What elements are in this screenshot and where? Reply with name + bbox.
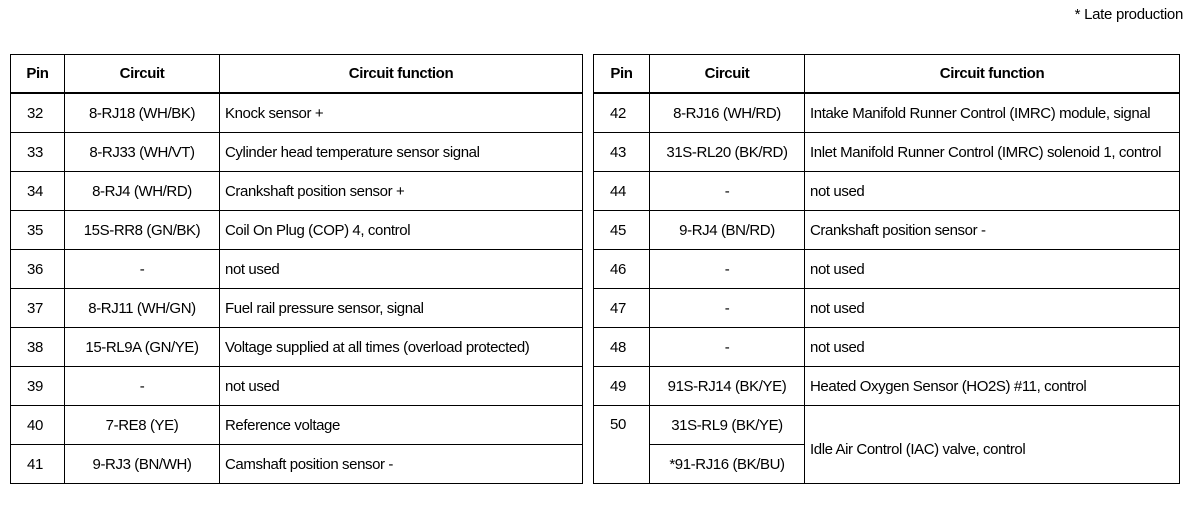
circuit-cell: 9-RJ3 (BN/WH) xyxy=(65,445,220,484)
circuit-cell: 31S-RL20 (BK/RD) xyxy=(650,133,805,172)
function-cell: Camshaft position sensor - xyxy=(220,445,583,484)
circuit-cell: 31S-RL9 (BK/YE) xyxy=(650,406,805,445)
circuit-cell: - xyxy=(65,250,220,289)
pinout-table-left xyxy=(10,54,583,484)
circuit-cell: - xyxy=(650,289,805,328)
pin-cell: 41 xyxy=(11,445,65,484)
circuit-cell-alt: *91-RJ16 (BK/BU) xyxy=(650,445,805,484)
pin-cell: 47 xyxy=(594,289,650,328)
circuit-cell: - xyxy=(650,250,805,289)
function-cell: Inlet Manifold Runner Control (IMRC) solenoid 1, control xyxy=(805,133,1180,172)
table-row xyxy=(594,328,1180,367)
pin-cell: 46 xyxy=(594,250,650,289)
circuit-cell: 8-RJ18 (WH/BK) xyxy=(65,93,220,133)
pin-cell: 42 xyxy=(594,93,650,133)
pin-cell: 38 xyxy=(11,328,65,367)
pin-cell: 50 xyxy=(594,406,650,484)
table-row xyxy=(594,133,1180,172)
circuit-cell: - xyxy=(65,367,220,406)
table-row xyxy=(11,172,583,211)
circuit-cell: - xyxy=(650,328,805,367)
function-cell: not used xyxy=(805,328,1180,367)
circuit-function-column-header: Circuit function xyxy=(220,55,583,94)
pinout-table-right xyxy=(593,54,1180,484)
pin-cell: 45 xyxy=(594,211,650,250)
function-cell: not used xyxy=(805,172,1180,211)
circuit-cell: 91S-RJ14 (BK/YE) xyxy=(650,367,805,406)
circuit-cell: 8-RJ4 (WH/RD) xyxy=(65,172,220,211)
circuit-cell: 8-RJ11 (WH/GN) xyxy=(65,289,220,328)
pin-cell: 48 xyxy=(594,328,650,367)
pin-column-header: Pin xyxy=(11,55,65,94)
function-cell: Cylinder head temperature sensor signal xyxy=(220,133,583,172)
pin-cell: 43 xyxy=(594,133,650,172)
table-row xyxy=(11,406,583,445)
circuit-cell: 8-RJ16 (WH/RD) xyxy=(650,93,805,133)
function-cell: not used xyxy=(220,250,583,289)
late-production-note: * Late production xyxy=(1074,6,1183,23)
pin-cell: 44 xyxy=(594,172,650,211)
circuit-cell: 9-RJ4 (BN/RD) xyxy=(650,211,805,250)
table-row xyxy=(594,250,1180,289)
pin-cell: 39 xyxy=(11,367,65,406)
table-header-row xyxy=(11,55,583,94)
pin-cell: 49 xyxy=(594,367,650,406)
function-cell: Coil On Plug (COP) 4, control xyxy=(220,211,583,250)
function-cell: Fuel rail pressure sensor, signal xyxy=(220,289,583,328)
table-row xyxy=(11,445,583,484)
circuit-column-header: Circuit xyxy=(65,55,220,94)
table-row xyxy=(11,133,583,172)
table-row xyxy=(11,93,583,133)
function-cell: not used xyxy=(220,367,583,406)
circuit-cell: 7-RE8 (YE) xyxy=(65,406,220,445)
table-row xyxy=(11,211,583,250)
table-row xyxy=(594,289,1180,328)
pin-cell: 32 xyxy=(11,93,65,133)
function-cell: Crankshaft position sensor - xyxy=(805,211,1180,250)
circuit-cell: - xyxy=(650,172,805,211)
circuit-cell: 8-RJ33 (WH/VT) xyxy=(65,133,220,172)
function-cell: Voltage supplied at all times (overload protected) xyxy=(220,328,583,367)
pin-cell: 40 xyxy=(11,406,65,445)
function-cell: Crankshaft position sensor + xyxy=(220,172,583,211)
table-row xyxy=(594,367,1180,406)
pin-cell: 36 xyxy=(11,250,65,289)
pin-cell: 33 xyxy=(11,133,65,172)
circuit-column-header: Circuit xyxy=(650,55,805,94)
function-cell: not used xyxy=(805,250,1180,289)
table-row xyxy=(11,289,583,328)
circuit-cell: 15-RL9A (GN/YE) xyxy=(65,328,220,367)
table-row xyxy=(11,250,583,289)
table-row xyxy=(594,172,1180,211)
table-row xyxy=(11,328,583,367)
pin-cell: 35 xyxy=(11,211,65,250)
function-cell: Idle Air Control (IAC) valve, control xyxy=(805,406,1180,484)
circuit-function-column-header: Circuit function xyxy=(805,55,1180,94)
pin-column-header: Pin xyxy=(594,55,650,94)
table-row xyxy=(594,93,1180,133)
circuit-cell: 15S-RR8 (GN/BK) xyxy=(65,211,220,250)
table-row xyxy=(594,406,1180,445)
pin-cell: 34 xyxy=(11,172,65,211)
table-row xyxy=(11,367,583,406)
table-header-row xyxy=(594,55,1180,94)
pin-cell: 37 xyxy=(11,289,65,328)
function-cell: Heated Oxygen Sensor (HO2S) #11, control xyxy=(805,367,1180,406)
function-cell: Intake Manifold Runner Control (IMRC) module, signal xyxy=(805,93,1180,133)
table-row xyxy=(594,211,1180,250)
function-cell: not used xyxy=(805,289,1180,328)
function-cell: Knock sensor + xyxy=(220,93,583,133)
function-cell: Reference voltage xyxy=(220,406,583,445)
